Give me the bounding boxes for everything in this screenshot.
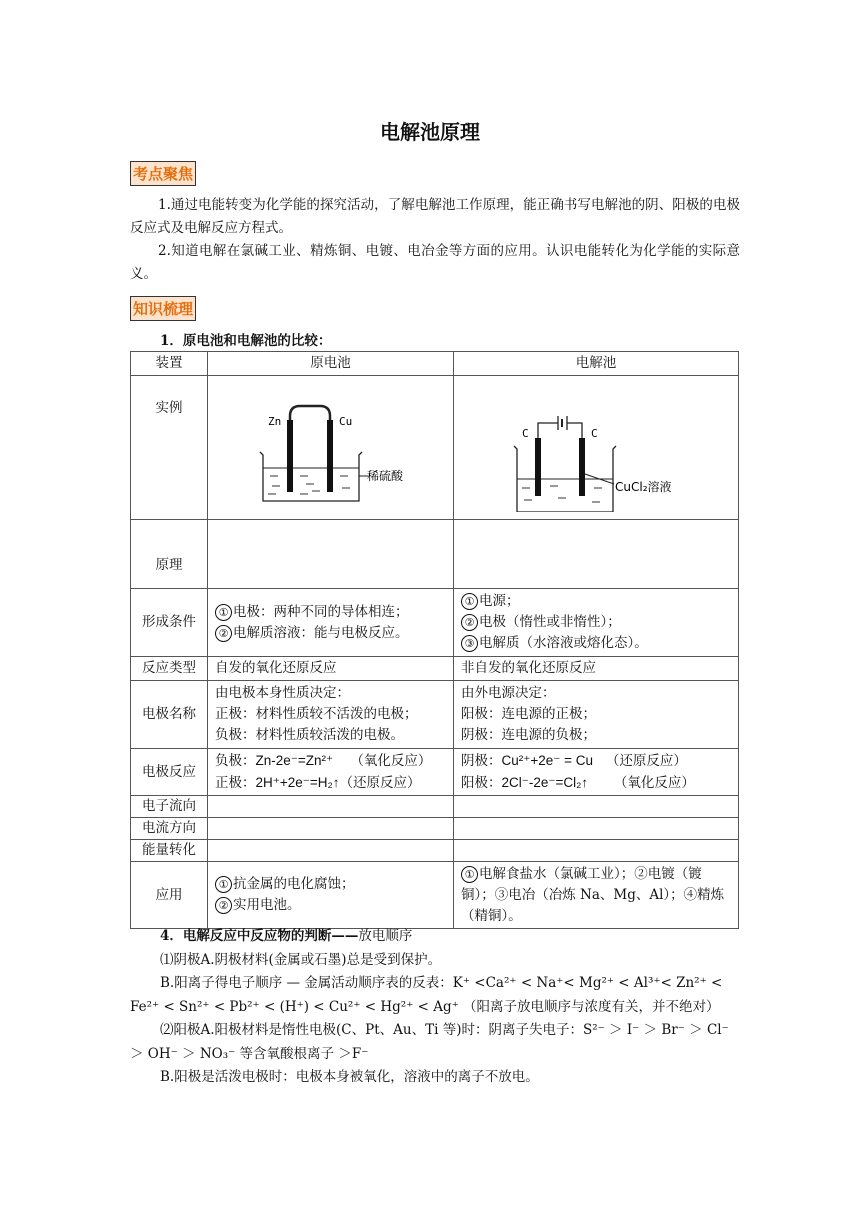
apply-text: 电解食盐水（氯碱工业）；②电镀（镀铜）；③电冶（冶炼 Na、Mg、Al）；④精炼（精铜）。 (461, 865, 725, 924)
focus-paragraph-2: 2.知道电解在氯碱工业、精炼铜、电镀、电冶金等方面的应用。认识电能转化为化学能的实际意义。 (130, 243, 740, 282)
table-row (131, 352, 739, 376)
reaction-equation: Zn-2e⁻=Zn²⁺ (255, 753, 334, 768)
cathode-line-a: ⑴阴极A.阴极材料(金属或石墨)总是受到保护。 (160, 951, 442, 968)
electrode-label-c-left: C (522, 427, 529, 440)
solution-label-h2so4: 稀硫酸 (367, 469, 404, 483)
comparison-table (130, 351, 739, 929)
row-label-example: 实例 (131, 376, 208, 520)
names-line: 正极：材料性质较不活泼的电极； (215, 706, 418, 722)
electrode-label-cu: Cu (339, 415, 353, 428)
names-line: 由电极本身性质决定： (215, 685, 350, 701)
electrolytic-cell-diagram (454, 376, 739, 512)
cathode-line-b: B.阳离子得电子顺序 — 金属活动顺序表的反表：K⁺ <Ca²⁺ < Na⁺< Mg²⁺ < Al³⁺< Zn²⁺ < Fe²⁺ < Sn²⁺ < Pb²⁺ < (H⁺) < Cu²⁺ < Hg²⁺ < Ag⁺ （阳离子放电顺序与浓度有关，并不绝对） (130, 975, 723, 1015)
condition-text: 电极：两种不同的导体相连； (233, 603, 409, 620)
apply-text: 抗金属的电化腐蚀； (233, 876, 355, 892)
circled-number: ① (461, 866, 478, 883)
section-4-heading-tail: 放电顺序 (358, 928, 413, 944)
reaction-prefix: 负极： (215, 753, 256, 769)
table-row (131, 589, 739, 657)
table-row (131, 681, 739, 749)
row-label-names: 电极名称 (131, 681, 208, 749)
type-electrolytic: 非自发的氧化还原反应 (454, 657, 739, 681)
reaction-note: （还原反应） (339, 775, 421, 791)
names-line: 负极：材料性质较活泼的电极。 (215, 727, 404, 743)
galvanic-cell-diagram (208, 376, 454, 512)
solution-label-cucl2: CuCl₂溶液 (615, 480, 672, 494)
reaction-note: （氧化反应） (613, 775, 695, 791)
row-label-principle: 原理 (131, 520, 208, 589)
reaction-equation: Cu²⁺+2e⁻ = Cu (501, 753, 594, 768)
electrode-label-zn: Zn (268, 415, 282, 428)
reactions-galvanic (208, 749, 454, 796)
reaction-equation: 2Cl⁻-2e⁻=Cl₂↑ (501, 775, 589, 790)
circled-number: ① (215, 876, 232, 893)
galvanic-cell-figure (208, 376, 454, 520)
names-electrolytic (454, 681, 739, 749)
table-row (131, 657, 739, 681)
header-device: 装置 (131, 352, 208, 376)
names-galvanic (208, 681, 454, 749)
circled-number: ② (461, 614, 478, 631)
anode-line-a: ⑵阳极A.阳极材料是惰性电极(C、Pt、Au、Ti 等)时：阴离子失电子：S²⁻ ＞ I⁻ ＞ Br⁻ ＞ Cl⁻ ＞ OH⁻ ＞ NO₃⁻ 等含氧酸根离子 ＞F⁻ (130, 1022, 729, 1062)
section-tag-focus: 考点聚焦 (130, 161, 196, 186)
reaction-prefix: 阴极： (461, 753, 502, 769)
circled-number: ③ (461, 635, 478, 652)
reactions-electrolytic (454, 749, 739, 796)
section-tag-knowledge: 知识梳理 (130, 296, 196, 321)
row-label-reactions: 电极反应 (131, 749, 208, 796)
type-galvanic: 自发的氧化还原反应 (208, 657, 454, 681)
section-1-heading: 1．原电池和电解池的比较： (160, 333, 332, 349)
circled-number: ① (461, 593, 478, 610)
row-label-current: 电流方向 (131, 818, 208, 840)
circled-number: ② (215, 897, 232, 914)
apply-text: 实用电池。 (233, 897, 301, 913)
row-label-electron: 电子流向 (131, 796, 208, 818)
principle-electrolytic (454, 520, 739, 589)
header-electrolytic: 电解池 (454, 352, 739, 376)
row-label-apply: 应用 (131, 862, 208, 929)
names-line: 由外电源决定： (461, 685, 556, 701)
table-row (131, 520, 739, 589)
electrolytic-cell-figure (454, 376, 739, 520)
focus-paragraph-1: 1.通过电能转变为化学能的探究活动，了解电解池工作原理，能正确书写电解池的阴、阳极的电极反应式及电解反应方程式。 (130, 197, 740, 236)
apply-electrolytic (454, 862, 739, 929)
section-4-heading: 4．电解反应中反应物的判断—— (160, 928, 359, 944)
table-row (131, 376, 739, 520)
current-electrolytic (454, 818, 739, 840)
reaction-prefix: 正极： (215, 775, 256, 791)
names-line: 阳极：连电源的正极； (461, 706, 596, 722)
reaction-note: （氧化反应） (350, 753, 432, 769)
reaction-equation: 2H⁺+2e⁻=H₂↑ (255, 775, 340, 790)
section-4 (130, 925, 742, 1090)
circled-number: ① (215, 604, 232, 621)
table-row (131, 796, 739, 818)
header-galvanic: 原电池 (208, 352, 454, 376)
conditions-galvanic (208, 589, 454, 657)
condition-text: 电极（惰性或非惰性）； (479, 614, 621, 630)
condition-text: 电源； (479, 593, 520, 609)
apply-galvanic (208, 862, 454, 929)
page-title: 电解池原理 (380, 120, 480, 144)
reaction-note: （还原反应） (605, 753, 687, 769)
circled-number: ② (215, 625, 232, 642)
electron-electrolytic (454, 796, 739, 818)
row-label-type: 反应类型 (131, 657, 208, 681)
condition-text: 电解质（水溶液或熔化态）。 (479, 635, 648, 651)
names-line: 阴极：连电源的负极； (461, 727, 596, 743)
energy-galvanic (208, 840, 454, 862)
table-row (131, 862, 739, 929)
anode-line-b: B.阳极是活泼电极时：电极本身被氧化，溶液中的离子不放电。 (160, 1069, 539, 1085)
table-row (131, 818, 739, 840)
condition-text: 电解质溶液：能与电极反应。 (233, 624, 409, 641)
row-label-conditions: 形成条件 (131, 589, 208, 657)
energy-electrolytic (454, 840, 739, 862)
electrode-label-c-right: C (591, 427, 598, 440)
reaction-prefix: 阳极： (461, 775, 502, 791)
conditions-electrolytic (454, 589, 739, 657)
row-label-energy: 能量转化 (131, 840, 208, 862)
principle-galvanic (208, 520, 454, 589)
table-row (131, 749, 739, 796)
current-galvanic (208, 818, 454, 840)
table-row (131, 840, 739, 862)
electron-galvanic (208, 796, 454, 818)
